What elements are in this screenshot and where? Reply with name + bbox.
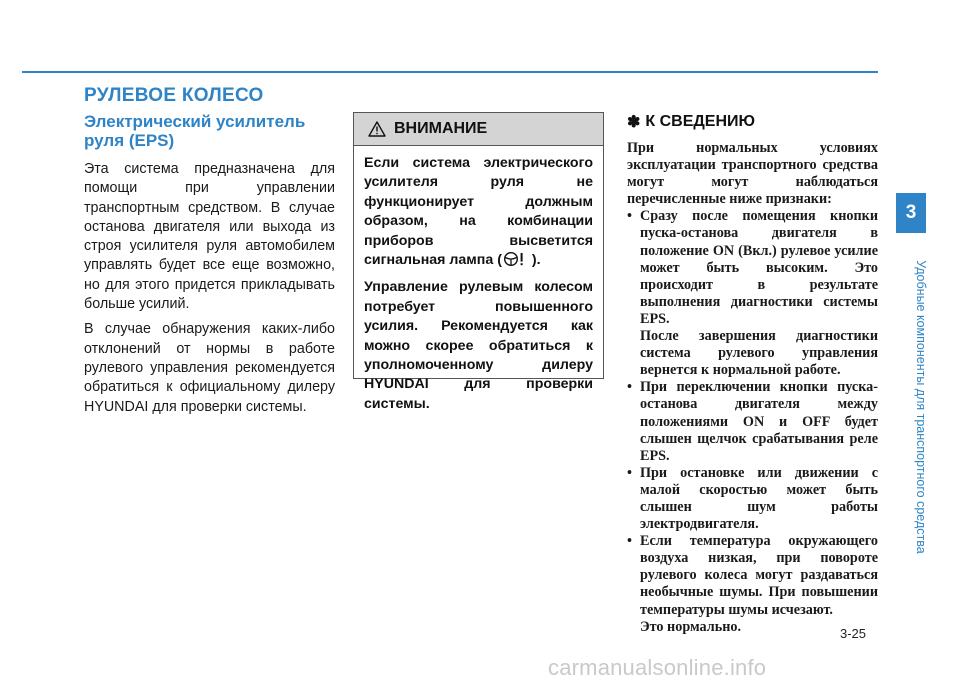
- info-intro: При нормальных условиях эксплуатации транспортного средства могут могут наблюдаться перечисленные ниже признаки:: [627, 140, 878, 208]
- warning-paragraph-1: [364, 154, 593, 270]
- chapter-side-label: [911, 248, 931, 566]
- info-item-2-text: При переключении кнопки пуска-останова двигателя между положениями ON и OFF будет слышен щелчок срабатывания реле EPS.: [640, 379, 878, 464]
- info-star-icon: ✽: [627, 114, 641, 131]
- info-list-item: [627, 465, 878, 533]
- page-number: 3-25: [840, 626, 867, 641]
- bullet-icon: •: [627, 464, 632, 481]
- info-heading: [627, 112, 878, 132]
- warning-box: [353, 112, 604, 412]
- top-rule: [22, 71, 878, 73]
- info-title: К СВЕДЕНИЮ: [645, 113, 756, 130]
- warning-triangle-icon: [368, 121, 386, 137]
- info-item-4-text: Если температура окружающего воздуха низкая, при повороте рулевого колеса могут раздаваться необычные шумы. При повышении температуры шумы исчезают.: [640, 533, 878, 618]
- info-item-1-text: Сразу после помещения кнопки пуска-останова двигателя в положение ON (Вкл.) рулевое усилие может быть высоким. Это происходит в результате выполнения диагностики системы EPS.: [640, 208, 878, 327]
- info-item-1-note: После завершения диагностики система рулевого управления вернется к нормальной работе.: [640, 328, 878, 379]
- bullet-icon: •: [627, 379, 632, 396]
- warning-body: [354, 146, 603, 414]
- info-item-4-note: Это нормально.: [640, 618, 742, 635]
- info-list-item: [627, 533, 878, 636]
- chapter-tab: 3: [896, 193, 926, 233]
- eps-heading: Электрический усилитель руля (EPS): [84, 112, 306, 150]
- bullet-icon: •: [627, 208, 632, 225]
- warning-p1-end: ).: [531, 252, 541, 269]
- warning-header: [354, 113, 603, 146]
- eps-description-column: [84, 112, 335, 423]
- bullet-icon: •: [627, 533, 632, 550]
- info-list-item: [627, 379, 878, 464]
- info-column: [627, 112, 878, 636]
- info-list: [627, 208, 878, 635]
- eps-paragraph-2: В случае обнаружения каких-либо отклонений от нормы в работе рулевого управления рекомендуется обратиться к официальному дилеру HYUNDAI для проверки системы.: [84, 321, 335, 415]
- warning-paragraph-2: Управление рулевым колесом потребует повышенного усилия. Рекомендуется как можно скорее обратиться к уполномоченному дилеру HYUNDAI для проверки системы.: [364, 279, 593, 412]
- info-item-3-text: При остановке или движении с малой скоростью может быть слышен шум работы электродвигателя.: [640, 464, 878, 533]
- section-title: РУЛЕВОЕ КОЛЕСО: [84, 85, 264, 106]
- info-list-item: [627, 208, 878, 379]
- chapter-label-text: Удобные компоненты для транспортного средства: [914, 260, 928, 554]
- eps-paragraph-1: Эта система предназначена для помощи при управлении транспортным средством. В случае останова двигателя или выхода из строя усилителя руля автомобилем управлять будет все еще возможно, но для этого придется прикладывать больше усилий.: [84, 161, 335, 313]
- warning-p1-text: Если система электрического усилителя руля не функционирует должным образом, на комбинации приборов высветится сигнальная лампа (: [364, 155, 593, 269]
- eps-warning-lamp-icon: [503, 251, 531, 267]
- watermark: carmanualsonline.info: [548, 655, 767, 680]
- warning-title: ВНИМАНИЕ: [394, 120, 488, 137]
